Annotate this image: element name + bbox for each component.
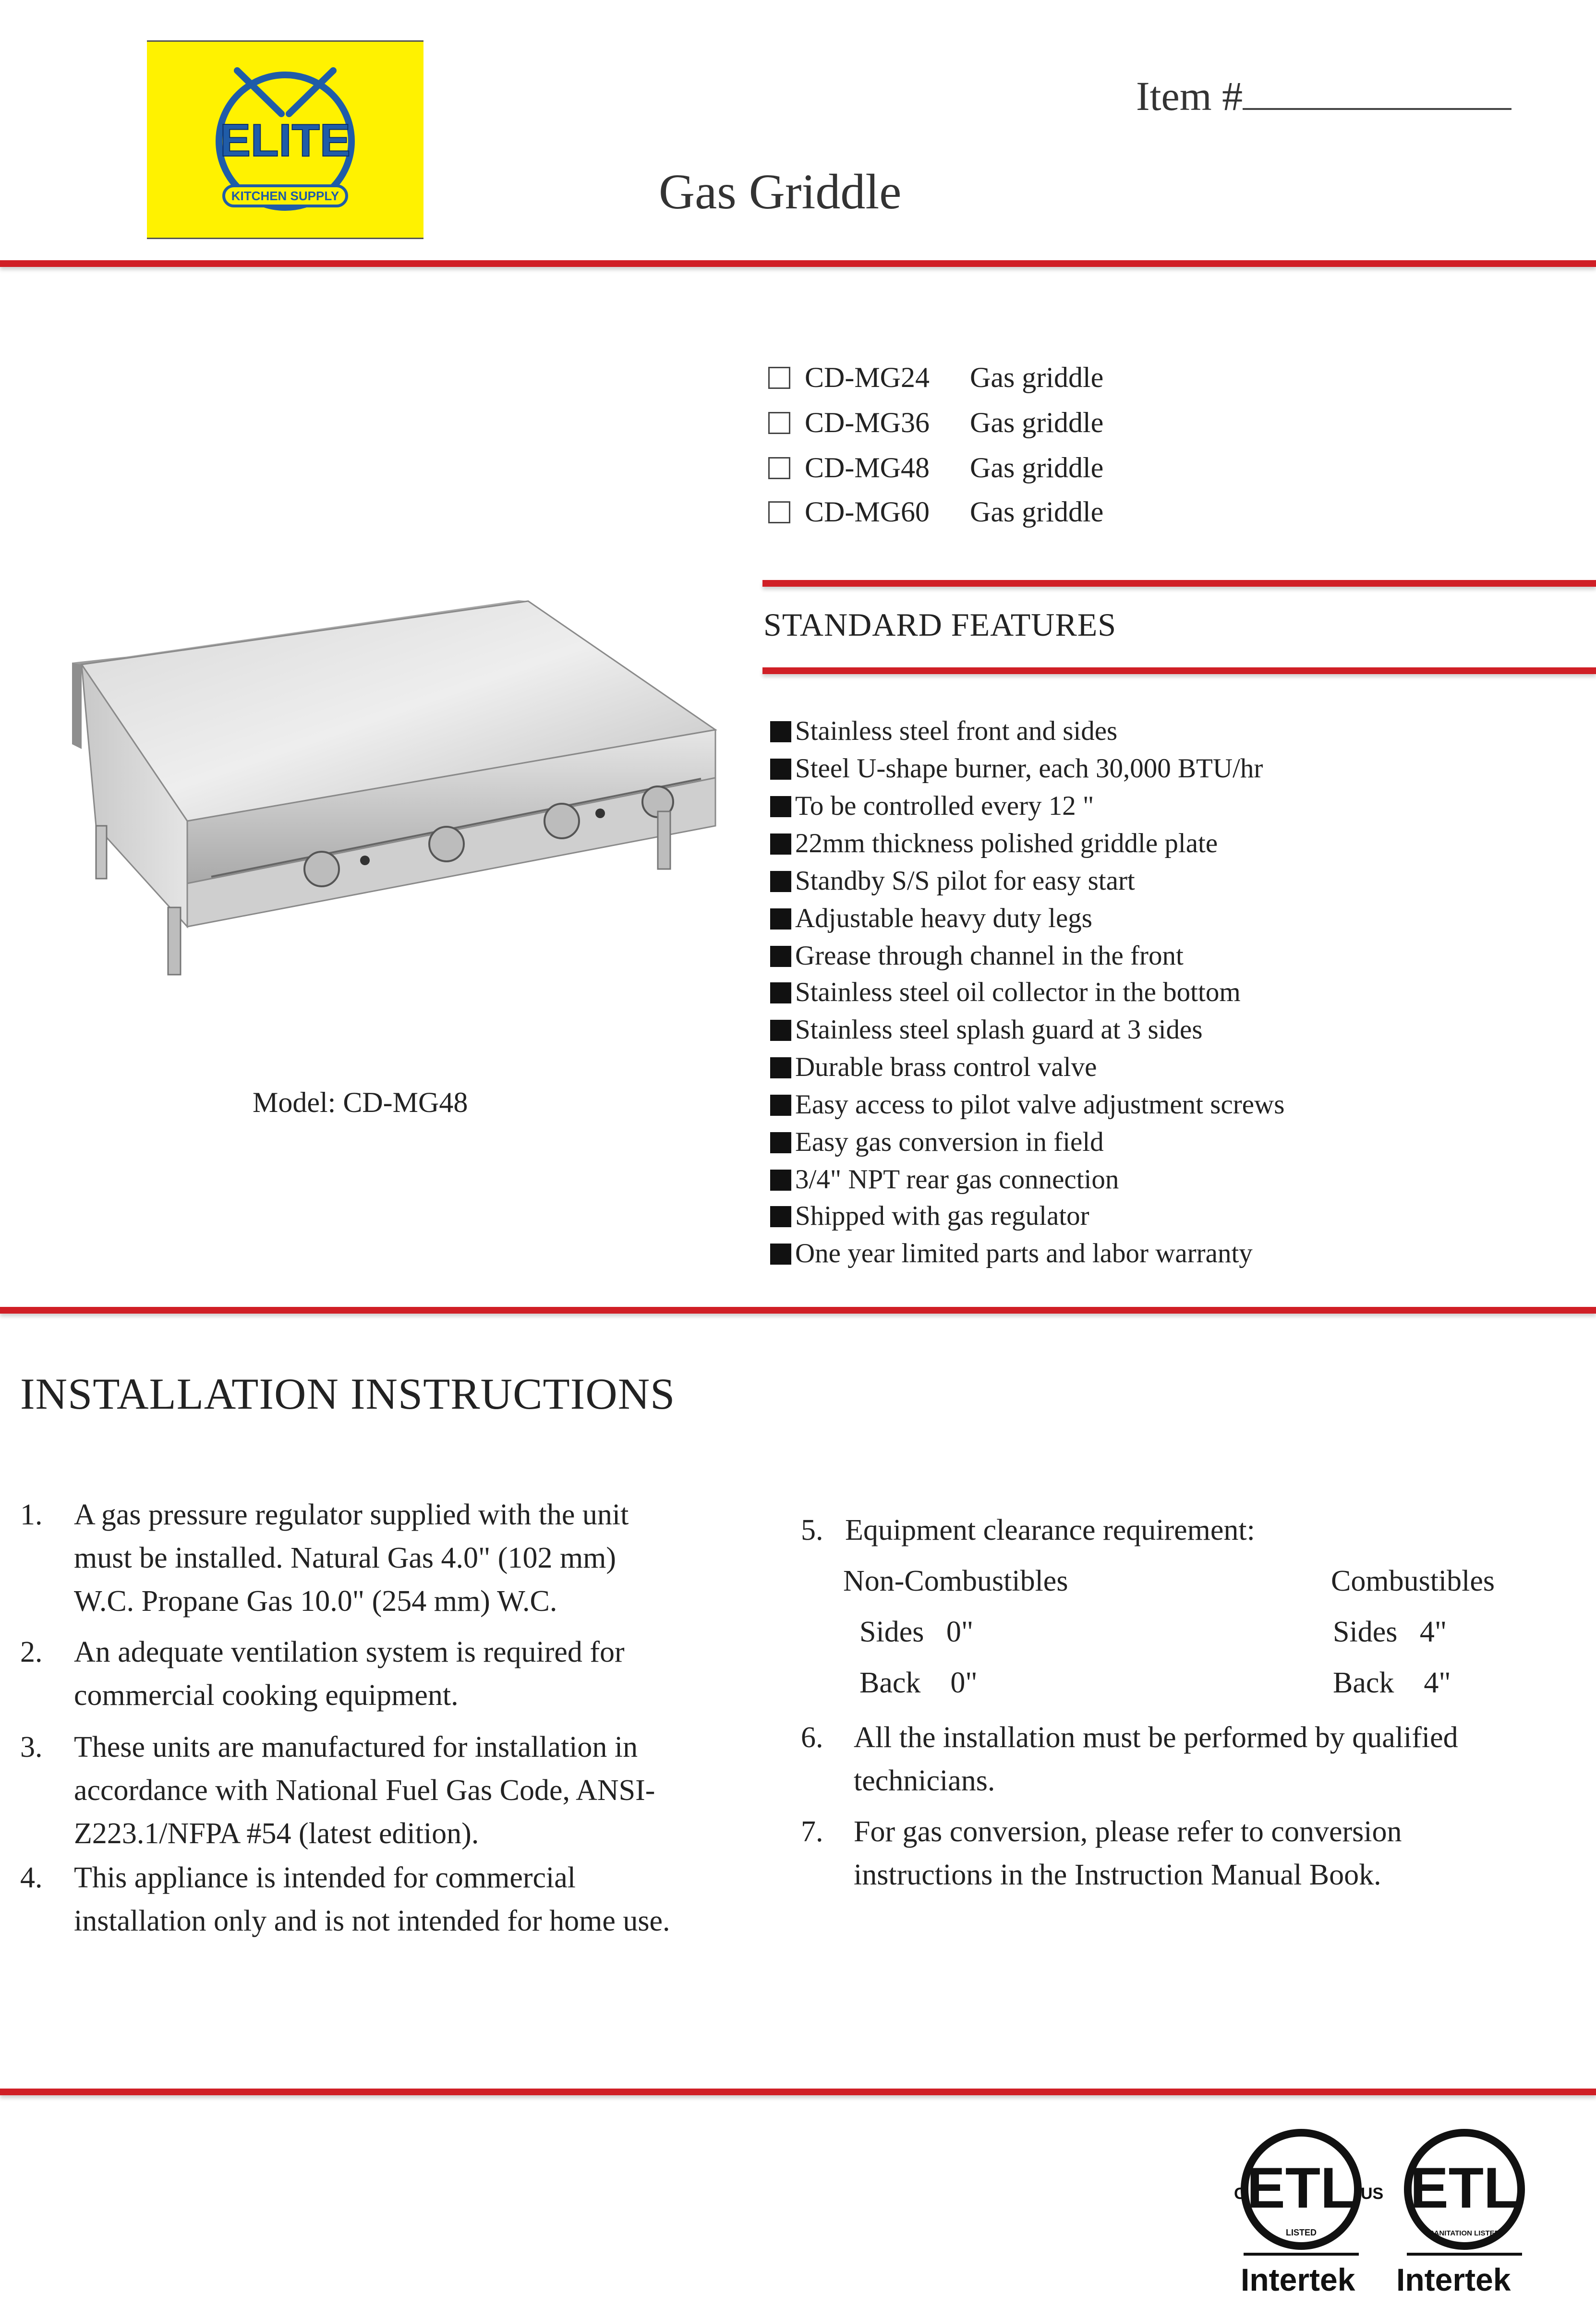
bullet-square-icon	[770, 1170, 791, 1191]
clearance-title: Equipment clearance requirement:	[845, 1514, 1255, 1546]
feature-item: Shipped with gas regulator	[770, 1200, 1089, 1232]
etl-listed-icon	[1234, 2133, 1383, 2246]
features-top-divider	[762, 580, 1596, 587]
feature-item: Durable brass control valve	[770, 1051, 1097, 1083]
feature-item: Steel U-shape burner, each 30,000 BTU/hr	[770, 753, 1263, 784]
feature-item: Stainless steel oil collector in the bottom	[770, 977, 1241, 1008]
brand-logo	[147, 40, 423, 239]
model-caption: Model: CD-MG48	[253, 1087, 468, 1118]
bullet-square-icon	[770, 1206, 791, 1227]
bullet-square-icon	[770, 833, 791, 855]
bullet-square-icon	[770, 908, 791, 930]
svg-text:US: US	[1361, 2185, 1384, 2203]
svg-text:ETL: ETL	[1410, 2156, 1519, 2220]
combustibles-label: Combustibles	[1331, 1565, 1495, 1597]
non-combustibles-label: Non-Combustibles	[843, 1565, 1068, 1597]
bullet-square-icon	[770, 1057, 791, 1078]
logo-main-text: ELITE	[219, 115, 351, 166]
svg-text:ETL: ETL	[1246, 2156, 1356, 2220]
model-option[interactable]: CD-MG60 Gas griddle	[768, 495, 1103, 529]
feature-item: Stainless steel front and sides	[770, 715, 1117, 747]
product-image	[67, 595, 720, 989]
bullet-square-icon	[770, 1132, 791, 1153]
item-number-field: Item #	[1136, 72, 1511, 120]
feature-item: 22mm thickness polished griddle plate	[770, 828, 1218, 859]
svg-text:C: C	[1234, 2185, 1246, 2203]
feature-item: Easy access to pilot valve adjustment screws	[770, 1089, 1284, 1120]
etl-sanitation-icon	[1408, 2133, 1521, 2246]
checkbox-icon[interactable]	[768, 367, 790, 389]
installation-heading: INSTALLATION INSTRUCTIONS	[20, 1369, 676, 1418]
bullet-square-icon	[770, 946, 791, 967]
bullet-square-icon	[770, 982, 791, 1003]
section-divider	[0, 1307, 1596, 1314]
bullet-square-icon	[770, 796, 791, 817]
feature-item: Grease through channel in the front	[770, 940, 1184, 971]
checkbox-icon[interactable]	[768, 412, 790, 434]
intertek-label: Intertek	[1241, 2262, 1355, 2297]
header-divider	[0, 260, 1596, 267]
checkbox-icon[interactable]	[768, 501, 790, 523]
bullet-square-icon	[770, 871, 791, 892]
feature-item: To be controlled every 12 "	[770, 790, 1094, 821]
checkbox-icon[interactable]	[768, 457, 790, 479]
feature-item: Adjustable heavy duty legs	[770, 903, 1092, 934]
svg-text:SANITATION LISTED: SANITATION LISTED	[1429, 2229, 1500, 2237]
feature-item: One year limited parts and labor warranty	[770, 1238, 1253, 1269]
bullet-square-icon	[770, 1244, 791, 1265]
intertek-label: Intertek	[1396, 2262, 1511, 2297]
nc-sides-value: Sides 0"	[859, 1616, 974, 1648]
logo-sub-text: KITCHEN SUPPLY	[231, 189, 339, 203]
model-option[interactable]: CD-MG36 Gas griddle	[768, 406, 1103, 439]
footer-divider	[0, 2089, 1596, 2095]
svg-text:LISTED: LISTED	[1285, 2228, 1317, 2237]
bullet-square-icon	[770, 1020, 791, 1041]
instruction-number: 5.	[801, 1514, 823, 1546]
bullet-square-icon	[770, 759, 791, 780]
bullet-square-icon	[770, 721, 791, 742]
chef-knives-icon	[147, 42, 423, 241]
c-back-value: Back 4"	[1333, 1667, 1451, 1699]
feature-item: 3/4" NPT rear gas connection	[770, 1164, 1119, 1195]
c-sides-value: Sides 4"	[1333, 1616, 1447, 1648]
page-title: Gas Griddle	[659, 164, 902, 219]
features-heading: STANDARD FEATURES	[763, 606, 1117, 643]
bullet-square-icon	[770, 1095, 791, 1116]
feature-item: Standby S/S pilot for easy start	[770, 865, 1135, 896]
feature-item: Easy gas conversion in field	[770, 1126, 1104, 1158]
feature-item: Stainless steel splash guard at 3 sides	[770, 1014, 1203, 1045]
nc-back-value: Back 0"	[859, 1667, 978, 1699]
features-bottom-divider	[762, 667, 1596, 674]
model-option[interactable]: CD-MG24 Gas griddle	[768, 361, 1103, 394]
model-option[interactable]: CD-MG48 Gas griddle	[768, 451, 1103, 484]
